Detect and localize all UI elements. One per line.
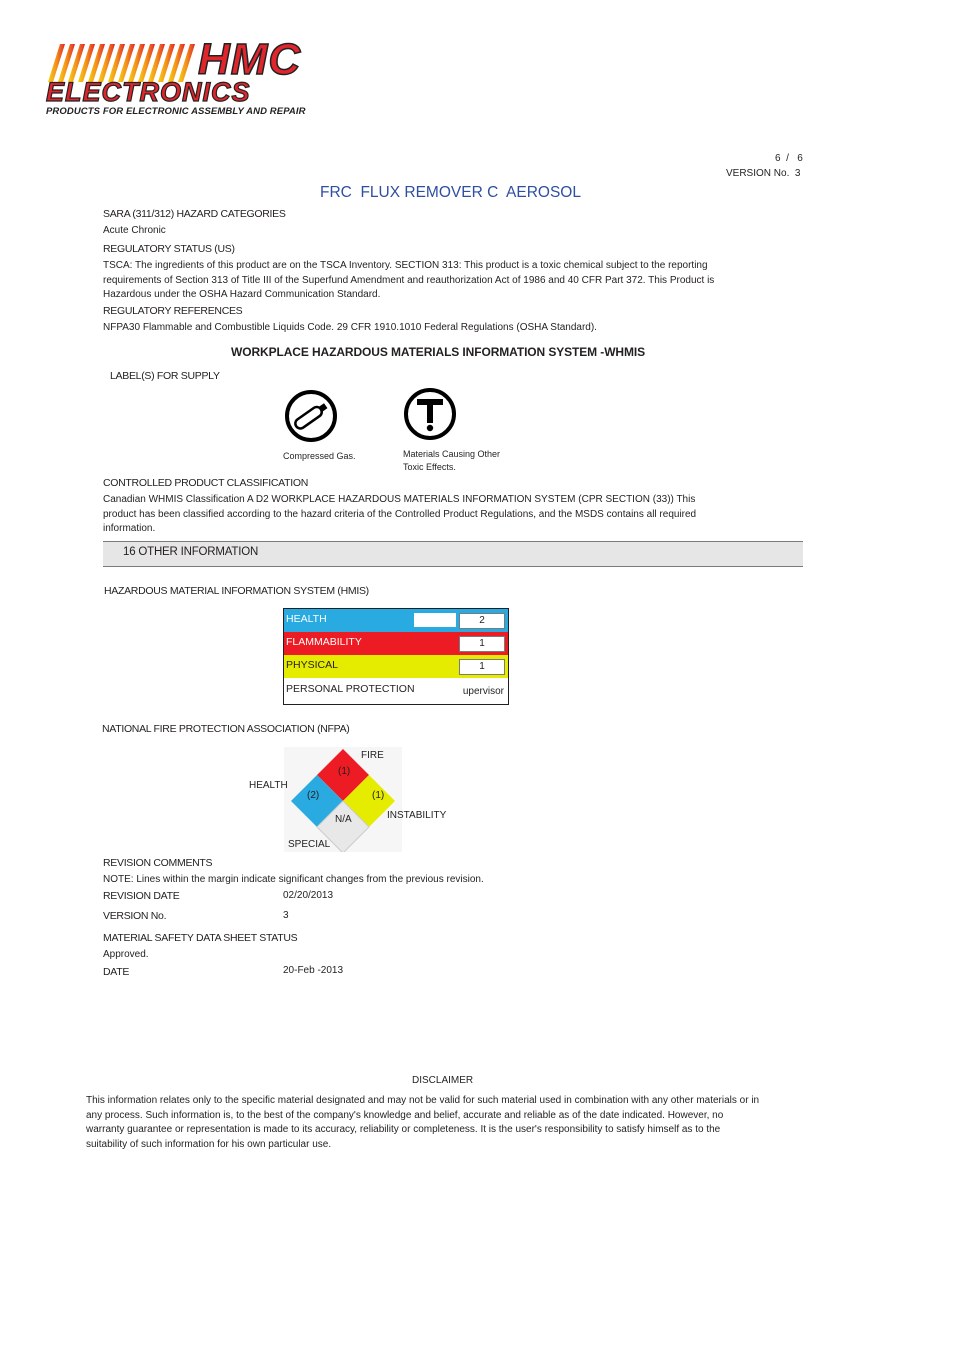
toxic-effects-caption-line: Materials Causing Other (403, 449, 501, 459)
controlled-product-heading: CONTROLLED PRODUCT CLASSIFICATION (103, 477, 308, 489)
hmis-table (283, 608, 509, 705)
section-16-header (103, 541, 803, 567)
controlled-product-line: product has been classified according to the hazard criteria of the Controlled Product Regulations, and the MSDS contains all required (103, 508, 697, 520)
hmis-heading: HAZARDOUS MATERIAL INFORMATION SYSTEM (HMIS) (104, 585, 369, 597)
hmis-row-health (284, 609, 508, 632)
page-current: 6 (775, 153, 781, 164)
revision-date-label: REVISION DATE (103, 890, 180, 902)
msds-status-heading: MATERIAL SAFETY DATA SHEET STATUS (103, 932, 298, 944)
nfpa-diamond (284, 747, 402, 852)
revision-comments-text: NOTE: Lines within the margin indicate significant changes from the previous revision. (103, 874, 484, 885)
nfpa-special-label: SPECIAL (288, 839, 331, 850)
page-total: 6 (797, 153, 803, 164)
labels-for-supply-heading: LABEL(S) FOR SUPPLY (110, 370, 220, 382)
regulatory-references-text: NFPA30 Flammable and Combustible Liquids Code. 29 CFR 1910.1010 Federal Regulations (OSHA Standard). (103, 322, 597, 333)
page-version-value: 3 (794, 168, 801, 179)
disclaimer-line: warranty guarantee or representation is made to its accuracy, reliability or completeness. It is the user's responsibility to satisfy himself as to the (86, 1124, 721, 1135)
sara-text: Acute Chronic (103, 225, 166, 236)
disclaimer-line: This information relates only to the specific material designated and may not be valid for such material used in combination with any other materials or in (86, 1095, 760, 1106)
revision-comments-heading: REVISION COMMENTS (103, 857, 213, 869)
hmis-row-label: FLAMMABILITY (286, 636, 362, 648)
disclaimer-heading: DISCLAIMER (412, 1075, 474, 1086)
version-no-label: VERSION No. (103, 910, 167, 922)
page-number (775, 152, 803, 167)
regulatory-status-line: Hazardous under the OSHA Hazard Communication Standard. (103, 289, 381, 300)
compressed-gas-icon (283, 388, 339, 444)
nfpa-health-value: (2) (307, 790, 320, 801)
hmis-row-personal-protection (284, 678, 508, 704)
nfpa-heading: NATIONAL FIRE PROTECTION ASSOCIATION (NFPA) (102, 723, 350, 735)
disclaimer-text (86, 1094, 816, 1152)
logo-name-bottom: ELECTRONICS (46, 77, 251, 107)
msds-status-text: Approved. (103, 949, 149, 960)
controlled-product-line: Canadian WHMIS Classification A D2 WORKPLACE HAZARDOUS MATERIALS INFORMATION SYSTEM (CPR SECTION (33)) This (103, 494, 696, 505)
regulatory-references-heading: REGULATORY REFERENCES (103, 305, 243, 317)
nfpa-instability-label: INSTABILITY (387, 810, 447, 821)
hmis-row-value: 1 (459, 659, 505, 675)
nfpa-fire-value: (1) (338, 766, 351, 777)
document-title: FRC FLUX REMOVER C AEROSOL (320, 184, 581, 201)
hmis-row-flammability (284, 632, 508, 655)
version-no-value: 3 (283, 910, 289, 921)
logo-name-top: HMC (198, 35, 302, 84)
disclaimer-line: any process. Such information is, to the best of the company's knowledge and belief, accurate and reliable as of the date indicated. However, no (86, 1109, 724, 1121)
page-separator: / (786, 153, 789, 164)
hmis-row-value: upervisor (462, 686, 504, 697)
sara-heading: SARA (311/312) HAZARD CATEGORIES (103, 208, 286, 220)
nfpa-fire-label: FIRE (361, 750, 384, 761)
hmis-row-label: PERSONAL PROTECTION (286, 683, 415, 695)
whmis-heading: WORKPLACE HAZARDOUS MATERIALS INFORMATION SYSTEM -WHMIS (231, 345, 646, 359)
nfpa-instability-value: (1) (372, 790, 385, 801)
hmis-row-value: 1 (459, 636, 505, 652)
toxic-effects-caption (403, 448, 500, 473)
hmis-health-blank (414, 613, 456, 627)
controlled-product-text (103, 493, 803, 537)
page-version (726, 167, 800, 182)
regulatory-status-line: TSCA: The ingredients of this product are on the TSCA Inventory. SECTION 313: This product is a toxic chemical subject to the reporting (103, 260, 708, 271)
hmis-row-label: PHYSICAL (286, 659, 338, 671)
hmis-row-value: 2 (459, 613, 505, 629)
hmis-row-label: HEALTH (286, 613, 327, 625)
logo-tagline: PRODUCTS FOR ELECTRONIC ASSEMBLY AND REPAIR (46, 106, 306, 117)
regulatory-status-line: requirements of Section 313 of Title III of the Superfund Amendment and reauthorization Act of 1986 and 40 CFR Part 372. This Product is (103, 274, 715, 286)
page-version-label: VERSION No. (726, 168, 790, 179)
compressed-gas-caption: Compressed Gas. (283, 451, 356, 461)
regulatory-status-heading: REGULATORY STATUS (US) (103, 243, 235, 255)
nfpa-health-label: HEALTH (249, 780, 288, 791)
toxic-effects-caption-line: Toxic Effects. (403, 461, 456, 472)
date-label: DATE (103, 966, 130, 978)
controlled-product-line: information. (103, 523, 156, 534)
hmis-row-physical (284, 655, 508, 678)
section-16-title: 16 OTHER INFORMATION (123, 546, 259, 558)
revision-date-value: 02/20/2013 (283, 890, 334, 901)
date-value: 20-Feb -2013 (283, 965, 344, 976)
toxic-effects-icon (402, 386, 458, 442)
disclaimer-line: suitability of such information for his own particular use. (86, 1138, 332, 1150)
regulatory-status-text (103, 259, 803, 303)
nfpa-special-value: N/A (335, 814, 352, 825)
